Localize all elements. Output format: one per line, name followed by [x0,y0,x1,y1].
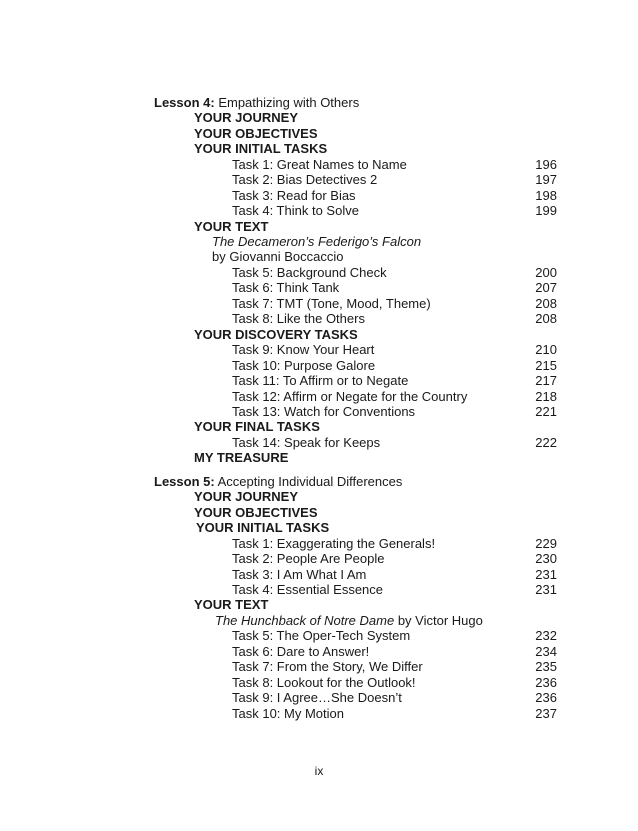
toc-entry: Task 6: Think Tank [232,280,340,295]
lesson-4-final-tasks: YOUR FINAL TASKS [194,419,320,434]
toc-entry: Task 12: Affirm or Negate for the Country [232,389,468,404]
toc-page: 231 [535,582,557,597]
toc-page: 207 [535,280,557,295]
toc-entry: Task 14: Speak for Keeps [232,435,381,450]
toc-page: 208 [535,311,557,326]
lesson-4-label: Lesson 4: [154,95,215,110]
toc-entry: Task 3: I Am What I Am [232,567,367,582]
lesson-5-text-author: by Victor Hugo [394,613,483,628]
toc-page: 231 [535,567,557,582]
toc-page: 236 [535,675,557,690]
lesson-4-text-heading: YOUR TEXT [194,219,269,234]
toc-entry: Task 8: Like the Others [232,311,365,326]
toc-page: 200 [535,265,557,280]
toc-entry: Task 4: Essential Essence [232,582,384,597]
toc-entry: Task 1: Great Names to Name [232,157,407,172]
lesson-4-heading [154,95,359,110]
lesson-4-treasure: MY TREASURE [194,450,289,465]
toc-page: 236 [535,690,557,705]
toc-entry: Task 7: TMT (Tone, Mood, Theme) [232,296,431,311]
toc-entry: Task 6: Dare to Answer! [232,644,370,659]
lesson-5-title: Accepting Individual Differences [217,474,403,489]
toc-page: 217 [535,373,557,388]
toc-entry: Task 7: From the Story, We Differ [232,659,423,674]
toc-entry: Task 2: Bias Detectives 2 [232,172,378,187]
toc-entry: Task 9: I Agree…She Doesn’t [232,690,402,705]
lesson-4-text-title: The Decameron’s Federigo’s Falcon [212,234,422,249]
toc-page: 198 [535,188,557,203]
toc-entry: Task 5: Background Check [232,265,387,280]
lesson-4-initial-tasks: YOUR INITIAL TASKS [194,141,328,156]
lesson-4-discovery-tasks: YOUR DISCOVERY TASKS [194,327,358,342]
toc-entry: Task 10: Purpose Galore [232,358,376,373]
toc-entry: Task 8: Lookout for the Outlook! [232,675,416,690]
toc-entry: Task 11: To Affirm or to Negate [232,373,409,388]
lesson-5-label: Lesson 5: [154,474,215,489]
toc-entry: Task 9: Know Your Heart [232,342,375,357]
toc-page: 230 [535,551,557,566]
toc-entry: Task 10: My Motion [232,706,344,721]
lesson-5-text-line [215,613,483,628]
lesson-4-text-author: by Giovanni Boccaccio [212,249,344,264]
lesson-4-objectives: YOUR OBJECTIVES [194,126,318,141]
toc-entry: Task 2: People Are People [232,551,385,566]
toc-entry: Task 1: Exaggerating the Generals! [232,536,436,551]
lesson-5-text-title: The Hunchback of Notre Dame [215,613,395,628]
lesson-5-heading [154,474,402,489]
toc-page: 229 [535,536,557,551]
toc-entry: Task 13: Watch for Conventions [232,404,416,419]
lesson-5-objectives: YOUR OBJECTIVES [194,505,318,520]
toc-page: 235 [535,659,557,674]
toc-page: 210 [535,342,557,357]
toc-page: 218 [535,389,557,404]
toc-page: 215 [535,358,557,373]
toc-page: 221 [535,404,557,419]
toc-entry: Task 4: Think to Solve [232,203,359,218]
lesson-5-text-heading: YOUR TEXT [194,597,269,612]
toc-page: 208 [535,296,557,311]
toc-page: 222 [535,435,557,450]
lesson-4-title: Empathizing with Others [218,95,360,110]
toc-page: 196 [535,157,557,172]
page-number: ix [314,764,324,778]
toc-page: 232 [535,628,557,643]
toc-entry: Task 3: Read for Bias [232,188,356,203]
lesson-5-initial-tasks: YOUR INITIAL TASKS [196,520,330,535]
toc-entry: Task 5: The Oper-Tech System [232,628,411,643]
lesson-5-journey: YOUR JOURNEY [194,489,299,504]
toc-page: 199 [535,203,557,218]
toc-page: 197 [535,172,557,187]
lesson-4-journey: YOUR JOURNEY [194,110,299,125]
toc-page: 237 [535,706,557,721]
toc-page: 234 [535,644,557,659]
